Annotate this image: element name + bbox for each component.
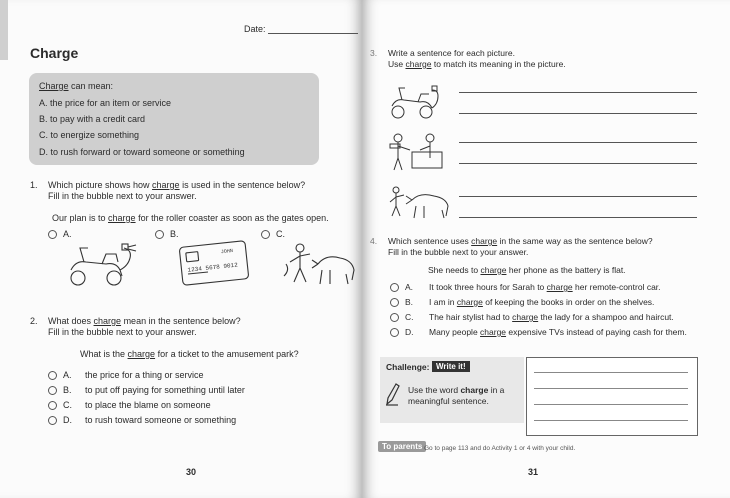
card-number: 1234 5678 9012 (187, 261, 239, 274)
answer-bubble[interactable] (390, 298, 399, 307)
bull-charging-illustration (278, 240, 358, 290)
q2-prompt: What does charge mean in the sentence below? (48, 316, 241, 326)
answer-bubble[interactable] (48, 386, 57, 395)
challenge-writing-box[interactable] (526, 357, 698, 436)
date-label: Date: (244, 24, 266, 34)
credit-card-illustration (178, 238, 252, 288)
writing-line (534, 372, 688, 373)
answer-bubble[interactable] (390, 313, 399, 322)
definition-d: D. to rush forward or toward someone or something (39, 147, 245, 157)
page-number-right: 31 (528, 467, 539, 477)
answer-line-3a-1[interactable] (459, 92, 697, 93)
paying-at-counter-picture (386, 130, 446, 172)
challenge-text-1: Use the word charge in a (408, 385, 505, 395)
writing-line (534, 388, 688, 389)
pencil-icon (384, 382, 400, 406)
definition-heading: Charge can mean: (39, 81, 114, 91)
definition-a: A. the price for an item or service (39, 98, 172, 108)
writing-line (534, 420, 688, 421)
page-title: Charge (30, 45, 79, 61)
answer-line-3c-1[interactable] (459, 196, 697, 197)
answer-line-3b-1[interactable] (459, 142, 697, 143)
q3-prompt: Write a sentence for each picture. (388, 48, 515, 58)
q4-option-a[interactable]: A. It took three hours for Sarah to charge her remote-control car. (390, 282, 661, 293)
answer-bubble[interactable] (48, 371, 57, 380)
page-edge-tab (0, 0, 8, 60)
challenge-label: Challenge: (386, 362, 430, 372)
q1-instruction: Fill in the bubble next to your answer. (48, 191, 197, 201)
card-name: JOHN (220, 247, 234, 256)
answer-bubble[interactable] (48, 401, 57, 410)
q2-option-b[interactable]: B. to put off paying for something until later (48, 385, 245, 396)
q4-sentence: She needs to charge her phone as the battery is flat. (428, 265, 626, 275)
answer-line-3b-2[interactable] (459, 163, 697, 164)
q1-number: 1. (30, 180, 38, 190)
q1-option-b[interactable]: B. (155, 229, 179, 240)
q3-number: 3. (370, 48, 378, 58)
page-number-left: 30 (186, 467, 197, 477)
scooter-charging-illustration (62, 240, 142, 290)
parents-note: Go to page 113 and do Activity 1 or 4 with your child. (424, 445, 576, 452)
q2-option-a[interactable]: A. the price for a thing or service (48, 370, 204, 381)
date-line[interactable] (268, 33, 358, 34)
q2-instruction: Fill in the bubble next to your answer. (48, 327, 197, 337)
answer-line-3a-2[interactable] (459, 113, 697, 114)
q4-option-d[interactable]: D. Many people charge expensive TVs instead of paying cash for them. (390, 327, 687, 338)
q2-sentence: What is the charge for a ticket to the amusement park? (80, 349, 299, 359)
q3-instruction: Use charge to match its meaning in the picture. (388, 59, 566, 69)
answer-bubble[interactable] (155, 230, 164, 239)
q1-sentence: Our plan is to charge for the roller coaster as soon as the gates open. (52, 213, 329, 223)
answer-bubble[interactable] (390, 328, 399, 337)
writing-line (534, 404, 688, 405)
q1-option-a[interactable]: A. (48, 229, 72, 240)
q4-option-c[interactable]: C. The hair stylist had to charge the lady for a shampoo and haircut. (390, 312, 674, 323)
q2-option-c[interactable]: C. to place the blame on someone (48, 400, 211, 411)
definition-c: C. to energize something (39, 130, 140, 140)
challenge-text-2: meaningful sentence. (408, 396, 489, 406)
left-page (0, 0, 362, 498)
q2-option-d[interactable]: D. to rush toward someone or something (48, 415, 236, 426)
q2-number: 2. (30, 316, 38, 326)
bull-charging-picture (386, 184, 452, 220)
q4-number: 4. (370, 236, 378, 246)
q4-prompt: Which sentence uses charge in the same way as the sentence below? (388, 236, 653, 246)
answer-bubble[interactable] (48, 230, 57, 239)
answer-bubble[interactable] (261, 230, 270, 239)
q1-prompt: Which picture shows how charge is used in the sentence below? (48, 180, 306, 190)
right-page (362, 0, 730, 498)
answer-bubble[interactable] (390, 283, 399, 292)
scooter-picture (386, 82, 446, 122)
answer-line-3c-2[interactable] (459, 217, 697, 218)
answer-bubble[interactable] (48, 416, 57, 425)
q1-option-c[interactable]: C. (261, 229, 285, 240)
q4-option-b[interactable]: B. I am in charge of keeping the books in order on the shelves. (390, 297, 654, 308)
challenge-badge: Write it! (432, 361, 470, 372)
q4-instruction: Fill in the bubble next to your answer. (388, 247, 529, 257)
definition-b: B. to pay with a credit card (39, 114, 146, 124)
parents-label: To parents (378, 441, 426, 452)
